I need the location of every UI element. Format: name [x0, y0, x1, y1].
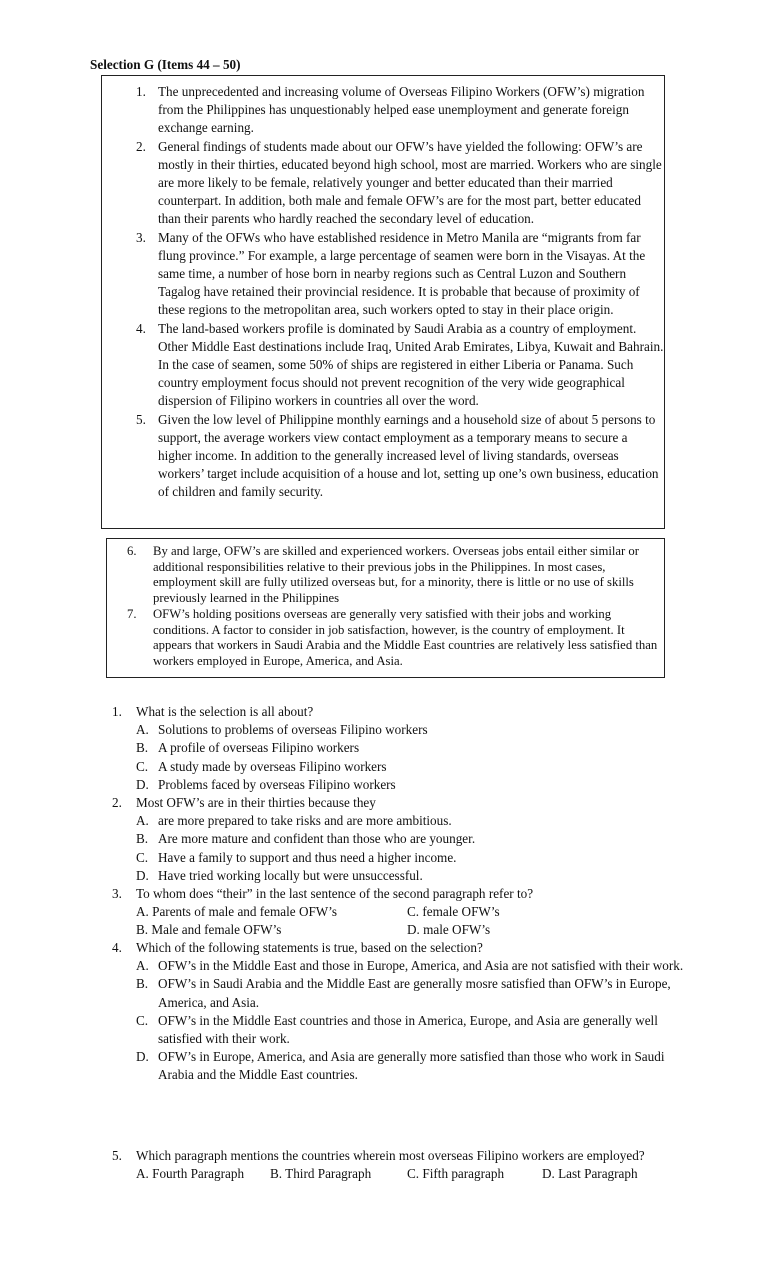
passage-box-1 — [101, 75, 665, 529]
option-letter: C. — [136, 758, 149, 774]
paragraph-number: 2. — [136, 138, 146, 154]
option-letter: A. — [136, 813, 149, 829]
question-number: 4. — [112, 940, 122, 955]
option-letter: A. — [136, 722, 149, 738]
question-number: 1. — [112, 704, 122, 719]
question-text: What is the selection is all about? — [136, 704, 314, 719]
option-text: Are more mature and confident than those who are younger. — [158, 831, 476, 847]
answer-option-a[interactable]: A. Parents of male and female OFW’s — [136, 904, 338, 920]
answer-option[interactable] — [112, 758, 692, 776]
answer-option[interactable] — [112, 721, 692, 739]
paragraph-text: The land-based workers profile is dominated by Saudi Arabia as a country of employment. Other Middle East destinations include Iraq, United Arab Emirates, Libya, Kuwait and Bahrain. In the case of seamen, some 50% of ships are registered in either Liberia or Panama. Such country employment focus should not prevent recognition of the very wide geographical dispersion of Filipino workers in countries all over the word. — [158, 320, 664, 409]
question-number: 2. — [112, 795, 122, 810]
option-row — [112, 903, 692, 921]
passage-list — [136, 83, 664, 502]
answer-option-d[interactable]: D. male OFW’s — [407, 922, 491, 938]
option-text: A study made by overseas Filipino workers — [158, 758, 387, 774]
answer-option[interactable] — [112, 957, 692, 975]
paragraph-number: 5. — [136, 411, 146, 427]
paragraph-number: 4. — [136, 320, 146, 336]
question-stem — [112, 794, 692, 812]
question-stem — [112, 939, 692, 957]
paragraph-text: Given the low level of Philippine monthly earnings and a household size of about 5 persons to support, the average workers view contact employment as a temporary means to secure a higher income. In addition to the generally increased level of living standards, overseas workers’ target include acquisition of a house and lot, setting up one’s own business, education of children and family security. — [158, 411, 659, 500]
option-text: are more prepared to take risks and are more ambitious. — [158, 813, 452, 829]
option-row — [112, 921, 692, 939]
section-heading: Selection G (Items 44 – 50) — [90, 57, 241, 72]
option-text: OFW’s in Europe, America, and Asia are generally more satisfied than those who work in Saudi Arabia and the Middle East countries. — [158, 1049, 665, 1083]
option-letter: D. — [136, 1049, 149, 1065]
answer-option[interactable] — [112, 776, 692, 794]
passage-paragraph — [136, 83, 664, 138]
answer-option[interactable] — [112, 812, 692, 830]
question-number: 5. — [112, 1148, 122, 1163]
option-text: Solutions to problems of overseas Filipino workers — [158, 722, 428, 738]
question-1 — [112, 703, 692, 794]
passage-paragraph — [136, 229, 664, 320]
answer-option[interactable] — [112, 867, 692, 885]
answer-option-b[interactable]: B. Third Paragraph — [270, 1166, 372, 1182]
option-text: OFW’s in the Middle East and those in Europe, America, and Asia are not satisfied with their work. — [158, 958, 684, 974]
question-text: Which paragraph mentions the countries wherein most overseas Filipino workers are employed? — [136, 1148, 645, 1163]
paragraph-number: 6. — [127, 544, 137, 558]
paragraph-text: Many of the OFWs who have established residence in Metro Manila are “migrants from far flung province.” For example, a large percentage of seamen were born in the Visayas. At the same time, a number of hose born in nearby regions such as Central Luzon and Southern Tagalog have retained their provincial residence. It is probable that because of proximity of these regions to the metropolitan area, such workers opted to stay in their place origin. — [158, 229, 646, 318]
paragraph-text: The unprecedented and increasing volume of Overseas Filipino Workers (OFW’s) migration from the Philippines has unquestionably helped ease unemployment and generate foreign exchange earning. — [158, 84, 645, 136]
option-letter: D. — [136, 776, 149, 792]
answer-option-b[interactable]: B. Male and female OFW’s — [136, 922, 282, 938]
paragraph-number: 3. — [136, 229, 146, 245]
option-text: A profile of overseas Filipino workers — [158, 740, 360, 756]
answer-option-c[interactable]: C. female OFW’s — [407, 904, 500, 920]
answer-option[interactable] — [112, 739, 692, 757]
question-4 — [112, 939, 692, 1085]
question-text: To whom does “their” in the last sentence of the second paragraph refer to? — [136, 886, 534, 901]
paragraph-number: 1. — [136, 84, 146, 99]
option-row — [112, 1165, 692, 1183]
answer-option[interactable] — [112, 830, 692, 848]
question-2 — [112, 794, 692, 885]
paragraph-text: General findings of students made about our OFW’s have yielded the following: OFW’s are mostly in their thirties, educated beyond high school, most are married. Workers who are single are more likely to be female, relatively younger and better educated than their married counterpart. In addition, both male and female OFW’s are for the most part, better educated than their parents who hardly reached the secondary level of education. — [158, 138, 662, 227]
option-letter: C. — [136, 849, 149, 865]
answer-option[interactable] — [112, 975, 692, 1011]
question-stem — [112, 703, 692, 721]
paragraph-text: OFW’s holding positions overseas are generally very satisfied with their jobs and working conditions. A factor to consider in job satisfaction, however, is the country of employment. It appears that workers in Saudi Arabia and the Middle East countries are relatively less satisfied than workers employed in Europe, America, and Asia. — [153, 606, 658, 668]
answer-option-c[interactable]: C. Fifth paragraph — [407, 1166, 505, 1182]
question-stem — [112, 885, 692, 903]
passage-paragraph — [136, 411, 664, 502]
option-letter: A. — [136, 958, 149, 974]
question-5 — [112, 1147, 692, 1183]
answer-option[interactable] — [112, 1012, 692, 1048]
passage-list — [127, 544, 662, 670]
passage-paragraph — [136, 138, 664, 229]
question-text: Which of the following statements is true, based on the selection? — [136, 940, 483, 955]
answer-option[interactable] — [112, 1048, 692, 1084]
option-letter: B. — [136, 976, 149, 992]
passage-paragraph — [127, 607, 662, 670]
question-number: 3. — [112, 886, 122, 901]
answer-option-d[interactable]: D. Last Paragraph — [542, 1166, 638, 1182]
paragraph-number: 7. — [127, 606, 137, 621]
option-text: OFW’s in Saudi Arabia and the Middle East are generally mosre satisfied than OFW’s in Europe, America, and Asia. — [158, 976, 671, 1010]
answer-option-a[interactable]: A. Fourth Paragraph — [136, 1166, 245, 1182]
paragraph-text: By and large, OFW’s are skilled and experienced workers. Overseas jobs entail either similar or additional responsibilities relative to their previous jobs in the Philippines. In most cases, employment skill are fully utilized overseas but, for a minority, there is little or no use of skills previously learned in the Philippines — [153, 544, 639, 606]
question-text: Most OFW’s are in their thirties because they — [136, 795, 376, 810]
option-text: Have tried working locally but were unsuccessful. — [158, 867, 423, 883]
option-text: OFW’s in the Middle East countries and those in America, Europe, and Asia are generally well satisfied with their work. — [158, 1012, 658, 1047]
option-letter: B. — [136, 831, 149, 847]
option-letter: B. — [136, 740, 149, 756]
question-3 — [112, 885, 692, 940]
option-text: Problems faced by overseas Filipino workers — [158, 776, 396, 792]
option-letter: C. — [136, 1012, 149, 1028]
option-text: Have a family to support and thus need a higher income. — [158, 849, 457, 865]
passage-box-2 — [106, 538, 665, 678]
option-letter: D. — [136, 867, 149, 883]
passage-paragraph — [127, 544, 662, 607]
passage-paragraph — [136, 320, 664, 411]
question-stem — [112, 1147, 692, 1165]
answer-option[interactable] — [112, 849, 692, 867]
